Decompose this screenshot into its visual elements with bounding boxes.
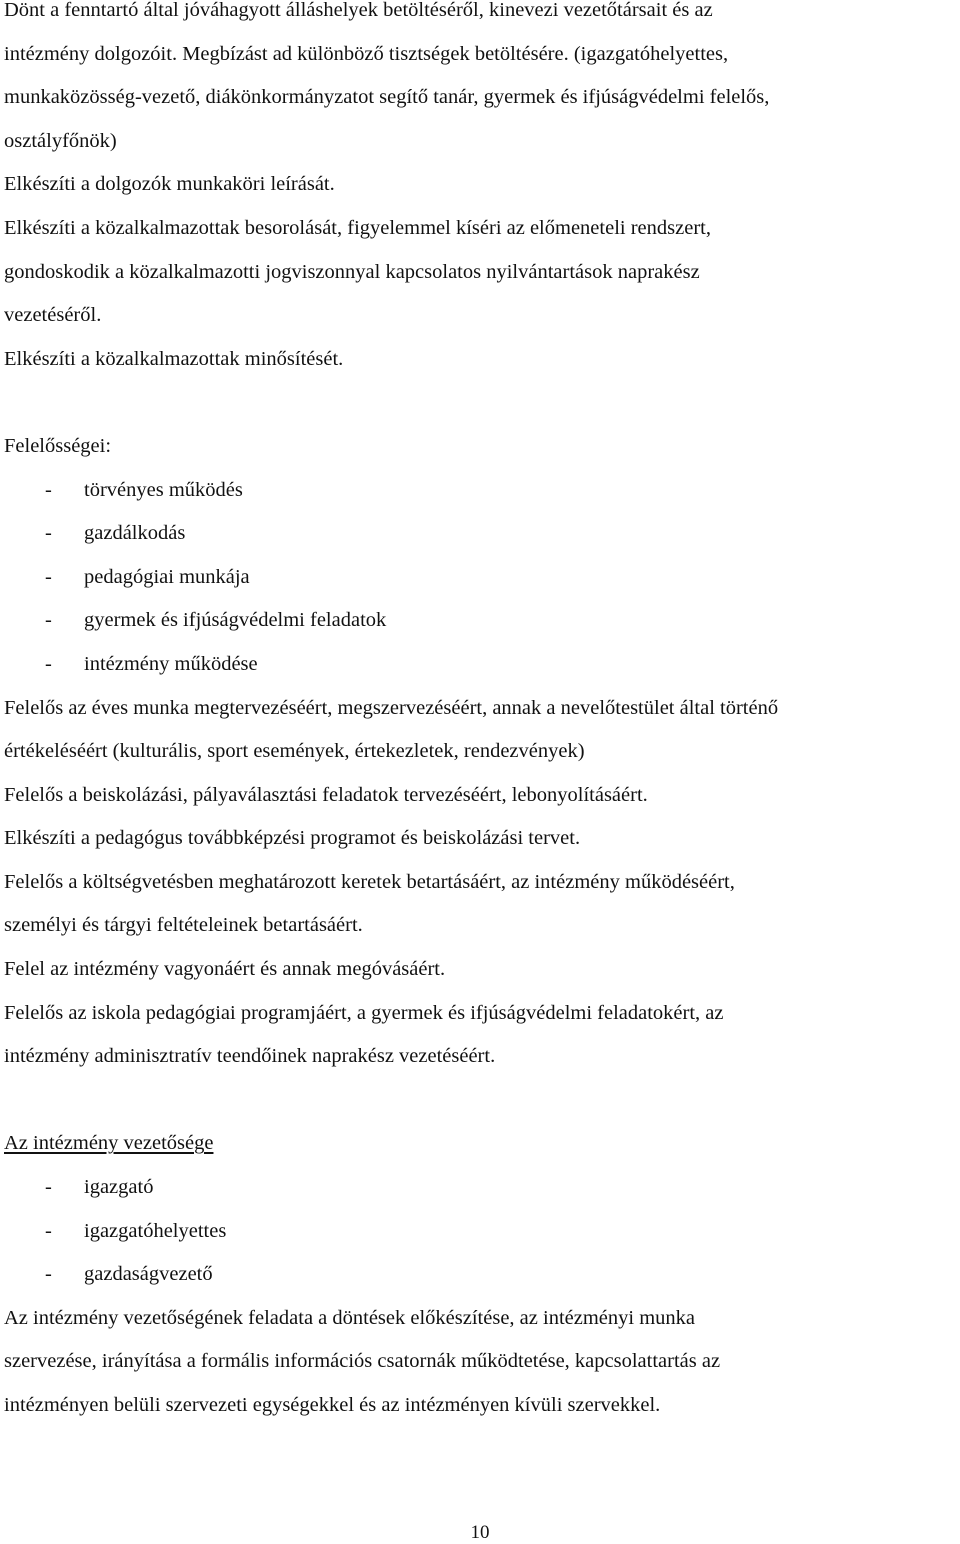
text-line: Elkészíti a dolgozók munkaköri leírását.	[4, 173, 335, 196]
list-dash: -	[45, 1219, 52, 1242]
list-item-text: gazdálkodás	[84, 522, 186, 545]
list-dash: -	[45, 522, 52, 545]
list-item-text: intézmény működése	[84, 652, 258, 675]
text-line: személyi és tárgyi feltételeinek betartásáért.	[4, 914, 363, 937]
text-line: vezetéséről.	[4, 304, 102, 327]
list-dash: -	[45, 609, 52, 632]
leadership-heading-text: Az intézmény vezetősége	[4, 1132, 214, 1155]
text-line: intézmény dolgozóit. Megbízást ad különböző tisztségek betöltésére. (igazgatóhelyettes,	[4, 42, 729, 65]
text-line: értékeléséért (kulturális, sport események, értekezletek, rendezvények)	[4, 740, 585, 763]
text-line: Felelős az iskola pedagógiai programjáért, a gyermek és ifjúságvédelmi feladatokért, az	[4, 1001, 724, 1024]
leadership-heading	[4, 1122, 956, 1166]
page-number: 10	[470, 1522, 490, 1543]
list-item	[4, 1253, 956, 1297]
text-line: gondoskodik a közalkalmazotti jogviszonnyal kapcsolatos nyilvántartások naprakész	[4, 260, 700, 283]
list-item-text: gazdaságvezető	[84, 1263, 213, 1286]
list-item-text: pedagógiai munkája	[84, 565, 250, 588]
list-item	[4, 643, 956, 687]
text-line: Elkészíti a pedagógus továbbképzési programot és beiskolázási tervet.	[4, 827, 581, 850]
text-line: Dönt a fenntartó által jóváhagyott álláshelyek betöltéséről, kinevezi vezetőtársait és az	[4, 0, 713, 21]
list-item-text: igazgató	[84, 1176, 154, 1199]
list-dash: -	[45, 1263, 52, 1286]
list-item-text: törvényes működés	[84, 478, 243, 501]
list-dash: -	[45, 1176, 52, 1199]
text-line: osztályfőnök)	[4, 129, 117, 152]
text-line: Felelős a beiskolázási, pályaválasztási feladatok tervezéséért, lebonyolításáért.	[4, 783, 648, 806]
text-line: Felelős a költségvetésben meghatározott keretek betartásáért, az intézmény működéséért,	[4, 870, 735, 893]
responsibilities-heading: Felelősségei:	[4, 434, 112, 457]
list-dash: -	[45, 565, 52, 588]
text-line: munkaközösség-vezető, diákönkormányzatot segítő tanár, gyermek és ifjúságvédelmi felelős,	[4, 86, 770, 109]
list-item	[4, 1166, 956, 1210]
spacer	[4, 1079, 956, 1123]
text-line: szervezése, irányítása a formális információs csatornák működtetése, kapcsolattartás az	[4, 1350, 721, 1373]
list-item-text: igazgatóhelyettes	[84, 1219, 227, 1242]
list-item-text: gyermek és ifjúságvédelmi feladatok	[84, 609, 387, 632]
list-item	[4, 1210, 956, 1254]
list-item	[4, 599, 956, 643]
list-dash: -	[45, 652, 52, 675]
document-page	[4, 0, 956, 1428]
text-line: Felel az intézmény vagyonáért és annak megóvásáért.	[4, 958, 446, 981]
text-line: intézmény adminisztratív teendőinek naprakész vezetéséért.	[4, 1045, 496, 1068]
text-line: Elkészíti a közalkalmazottak minősítését.	[4, 347, 344, 370]
list-dash: -	[45, 478, 52, 501]
list-item	[4, 556, 956, 600]
text-line: Elkészíti a közalkalmazottak besorolását, figyelemmel kíséri az előmeneteli rendszert,	[4, 216, 711, 239]
text-line: Felelős az éves munka megtervezéséért, megszervezéséért, annak a nevelőtestület által történő	[4, 696, 779, 719]
text-line: intézményen belüli szervezeti egységekkel és az intézményen kívüli szervekkel.	[4, 1394, 661, 1416]
list-item	[4, 469, 956, 513]
text-line: Az intézmény vezetőségének feladata a döntések előkészítése, az intézményi munka	[4, 1306, 695, 1329]
spacer	[4, 381, 956, 425]
list-item	[4, 512, 956, 556]
